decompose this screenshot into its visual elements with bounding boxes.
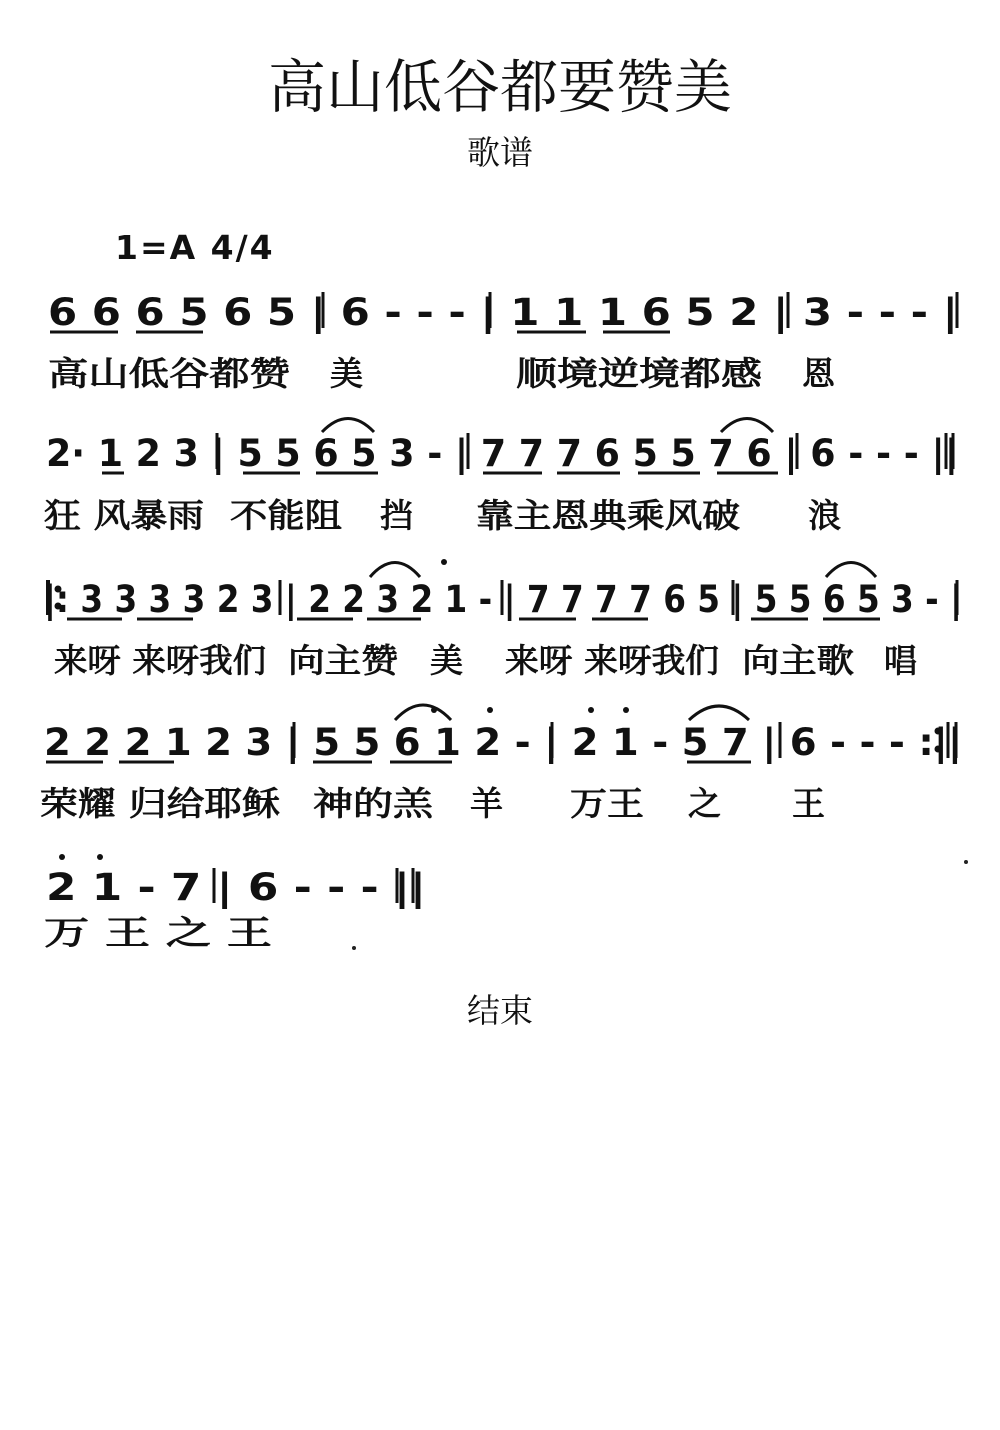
lyric-1-3: 顺境逆境都感 — [516, 354, 762, 393]
notation-line-2: 2· 1 2 3 | 5 5 6 5 3 - | 7 7 7 6 5 5 7 6 | 6 - - - || — [46, 432, 958, 475]
high-octave-dot — [588, 707, 594, 713]
high-octave-dot — [623, 707, 629, 713]
high-octave-dot — [431, 707, 437, 713]
lyric-3-3: 美 — [430, 641, 463, 680]
key-signature: 1=A 4/4 — [115, 228, 275, 267]
lyric-1-1: 高山低谷都赞 — [48, 354, 292, 393]
slur — [689, 706, 749, 720]
lyric-3-2: 向主赞 — [288, 641, 400, 680]
notation-line-5: 2 1 - 7 | 6 - - - || — [46, 866, 426, 909]
high-octave-dot — [59, 854, 65, 860]
slur — [826, 563, 876, 578]
lyric-3-5: 向主歌 — [742, 641, 854, 680]
high-octave-dot — [487, 707, 493, 713]
scan-speck — [964, 860, 968, 864]
lyric-2-1: 狂 风暴雨 — [44, 496, 204, 535]
lyric-4-4: 万王 — [570, 784, 644, 823]
lyric-2-3: 挡 — [380, 496, 413, 535]
slur — [322, 419, 374, 433]
slur — [370, 563, 420, 578]
lyric-1-4: 恩 — [802, 354, 835, 393]
lyric-4-5: 之 — [688, 784, 721, 823]
notation-line-3: |: 3 3 3 3 2 3 | 2 2 3 2 1 - | 7 7 7 7 6 5 | 5 5 6 5 3 - | — [44, 578, 962, 621]
lyric-2-5: 浪 — [808, 496, 841, 535]
notation-line-4: 2 2 2 1 2 3 | 5 5 6 1 2 - | 2 1 - 5 7 | 6 - - - :|| — [44, 721, 963, 764]
lyric-4-2: 神的羔 — [313, 784, 435, 823]
lyric-2-2: 不能阻 — [230, 496, 342, 535]
lyric-3-6: 唱 — [884, 641, 917, 680]
scan-speck — [352, 946, 356, 950]
slur — [395, 705, 451, 720]
lyric-3-4: 来呀 来呀我们 — [505, 641, 719, 680]
notation-line-1: 6 6 6 5 6 5 | 6 - - - | 1 1 1 6 5 2 | 3 - - - | — [48, 291, 959, 334]
ending-label: 结束 — [467, 991, 533, 1030]
lyric-2-4: 靠主恩典乘风破 — [476, 496, 740, 535]
lyric-4-6: 王 — [792, 784, 825, 823]
lyric-3-1: 来呀 来呀我们 — [54, 641, 266, 680]
high-octave-dot — [441, 559, 447, 565]
subtitle: 歌谱 — [467, 133, 533, 172]
lyric-4-1: 荣耀 归给耶稣 — [40, 784, 280, 823]
high-octave-dot — [97, 854, 103, 860]
lyric-4-3: 羊 — [470, 784, 503, 823]
slur — [721, 419, 773, 433]
lyric-5-1: 万 王 之 王 — [44, 913, 272, 952]
song-title: 高山低谷都要赞美 — [267, 53, 732, 121]
lyric-1-2: 美 — [330, 354, 363, 393]
